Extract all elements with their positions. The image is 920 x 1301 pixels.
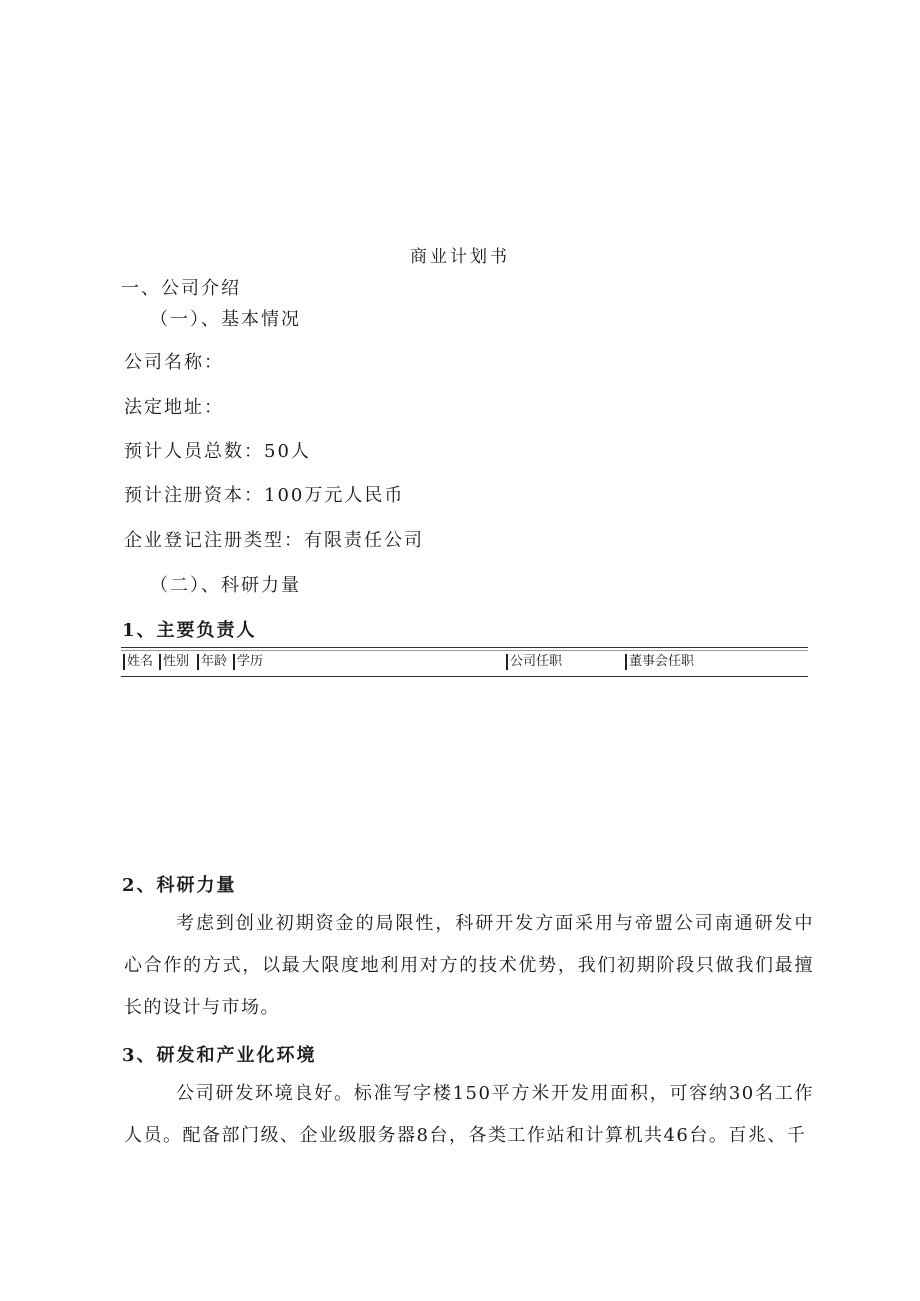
item-heading-research: 2、科研力量 <box>122 875 237 896</box>
paragraph-research: 考虑到创业初期资金的局限性，科研开发方面采用与帝盟公司南通研发中心合作的方式，以最大限度地利用对方的技术优势，我们初期阶段只做我们最擅长的设计与市场。 <box>124 913 814 1018</box>
table-header-company-position: 公司任职 <box>506 654 562 670</box>
principals-table-header <box>121 647 808 677</box>
field-company-name: 公司名称： <box>124 352 224 373</box>
table-header-board-position: 董事会任职 <box>625 654 694 670</box>
item-heading-environment: 3、研发和产业化环境 <box>122 1045 317 1066</box>
item-heading-principals: 1、主要负责人 <box>122 620 257 641</box>
table-header-age: 年龄 <box>197 654 227 670</box>
document-title: 商业计划书 <box>410 247 510 267</box>
subsection-heading-basic-info: （一）、基本情况 <box>150 309 301 330</box>
section-heading-company-intro: 一、公司介绍 <box>121 278 241 299</box>
field-legal-address: 法定地址： <box>124 397 224 418</box>
field-staff-total: 预计人员总数：50人 <box>124 441 311 462</box>
paragraph-environment: 公司研发环境良好。标准写字楼150平方米开发用面积，可容纳30名工作人员。配备部门级、企业级服务器8台，各类工作站和计算机共46台。百兆、千 <box>124 1083 814 1146</box>
subsection-heading-research: （二）、科研力量 <box>150 575 301 596</box>
field-registration-type: 企业登记注册类型：有限责任公司 <box>124 530 424 551</box>
table-header-name: 姓名 <box>123 654 153 670</box>
table-header-gender: 性别 <box>159 654 189 670</box>
field-registered-capital: 预计注册资本：100万元人民币 <box>124 485 405 506</box>
table-header-education: 学历 <box>233 654 263 670</box>
